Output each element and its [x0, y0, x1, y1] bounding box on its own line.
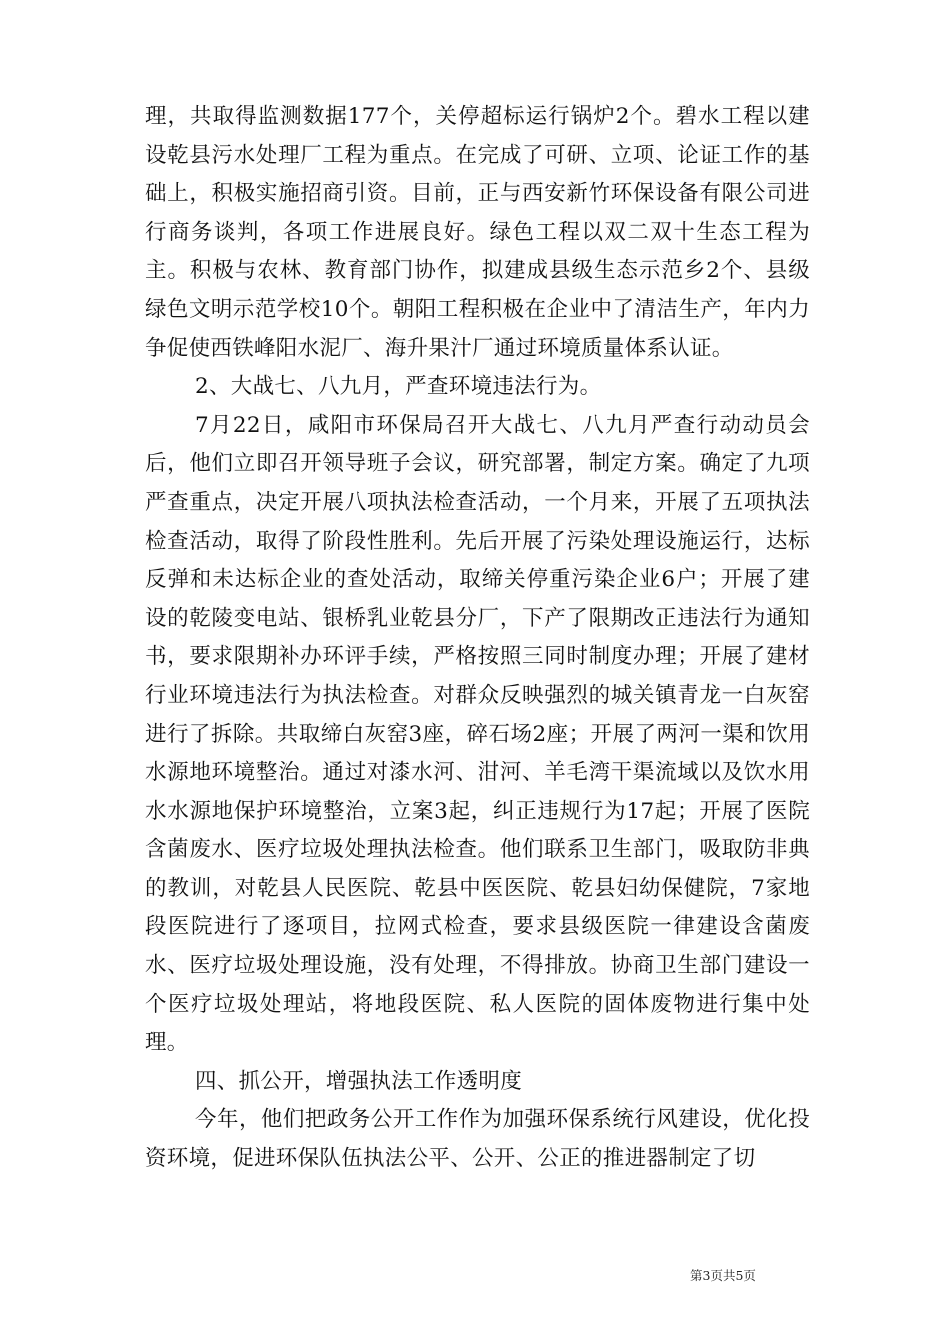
- paragraph-continuation: 理，共取得监测数据177个，关停超标运行锅炉2个。碧水工程以建设乾县污水处理厂工程为重点。在完成了可研、立项、论证工作的基础上，积极实施招商引资。目前，正与西安新竹环保设备有限公司进行商务谈判，各项工作进展良好。绿色工程以双二双十生态工程为主。积极与农林、教育部门协作，拟建成县级生态示范乡2个、县级绿色文明示范学校10个。朝阳工程积极在企业中了清洁生产，年内力争促使西铁峰阳水泥厂、海升果汁厂通过环境质量体系认证。: [145, 104, 810, 361]
- section-heading-2: 2、大战七、八九月，严查环境违法行为。: [195, 374, 602, 400]
- paragraph-openness: 今年，他们把政务公开工作作为加强环保系统行风建设，优化投资环境，促进环保队伍执法公平、公开、公正的推进器制定了切: [145, 1107, 810, 1172]
- section-heading-4: 四、抓公开，增强执法工作透明度: [195, 1068, 523, 1094]
- page-number: 第3页共5页: [690, 1268, 756, 1283]
- document-body: [145, 98, 810, 1179]
- paragraph-campaign: 7月22日，咸阳市环保局召开大战七、八九月严查行动动员会后，他们立即召开领导班子会议，研究部署，制定方案。确定了九项严查重点，决定开展八项执法检查活动，一个月来，开展了五项执法检查活动，取得了阶段性胜利。先后开展了污染处理设施运行，达标反弹和未达标企业的查处活动，取缔关停重污染企业6户；开展了建设的乾陵变电站、银桥乳业乾县分厂，下产了限期改正违法行为通知书，要求限期补办环评手续，严格按照三同时制度办理；开展了建材行业环境违法行为执法检查。对群众反映强烈的城关镇青龙一白灰窑进行了拆除。共取缔白灰窑3座，碎石场2座；开展了两河一渠和饮用水源地环境整治。通过对漆水河、泔河、羊毛湾干渠流域以及饮水用水水源地保护环境整治，立案3起，纠正违规行为17起；开展了医院含菌废水、医疗垃圾处理执法检查。他们联系卫生部门，吸取防非典的教训，对乾县人民医院、乾县中医医院、乾县妇幼保健院，7家地段医院进行了逐项目，拉网式检查，要求县级医院一律建设含菌废水、医疗垃圾处理设施，没有处理，不得排放。协商卫生部门建设一个医疗垃圾处理站，将地段医院、私人医院的固体废物进行集中处理。: [145, 412, 810, 1056]
